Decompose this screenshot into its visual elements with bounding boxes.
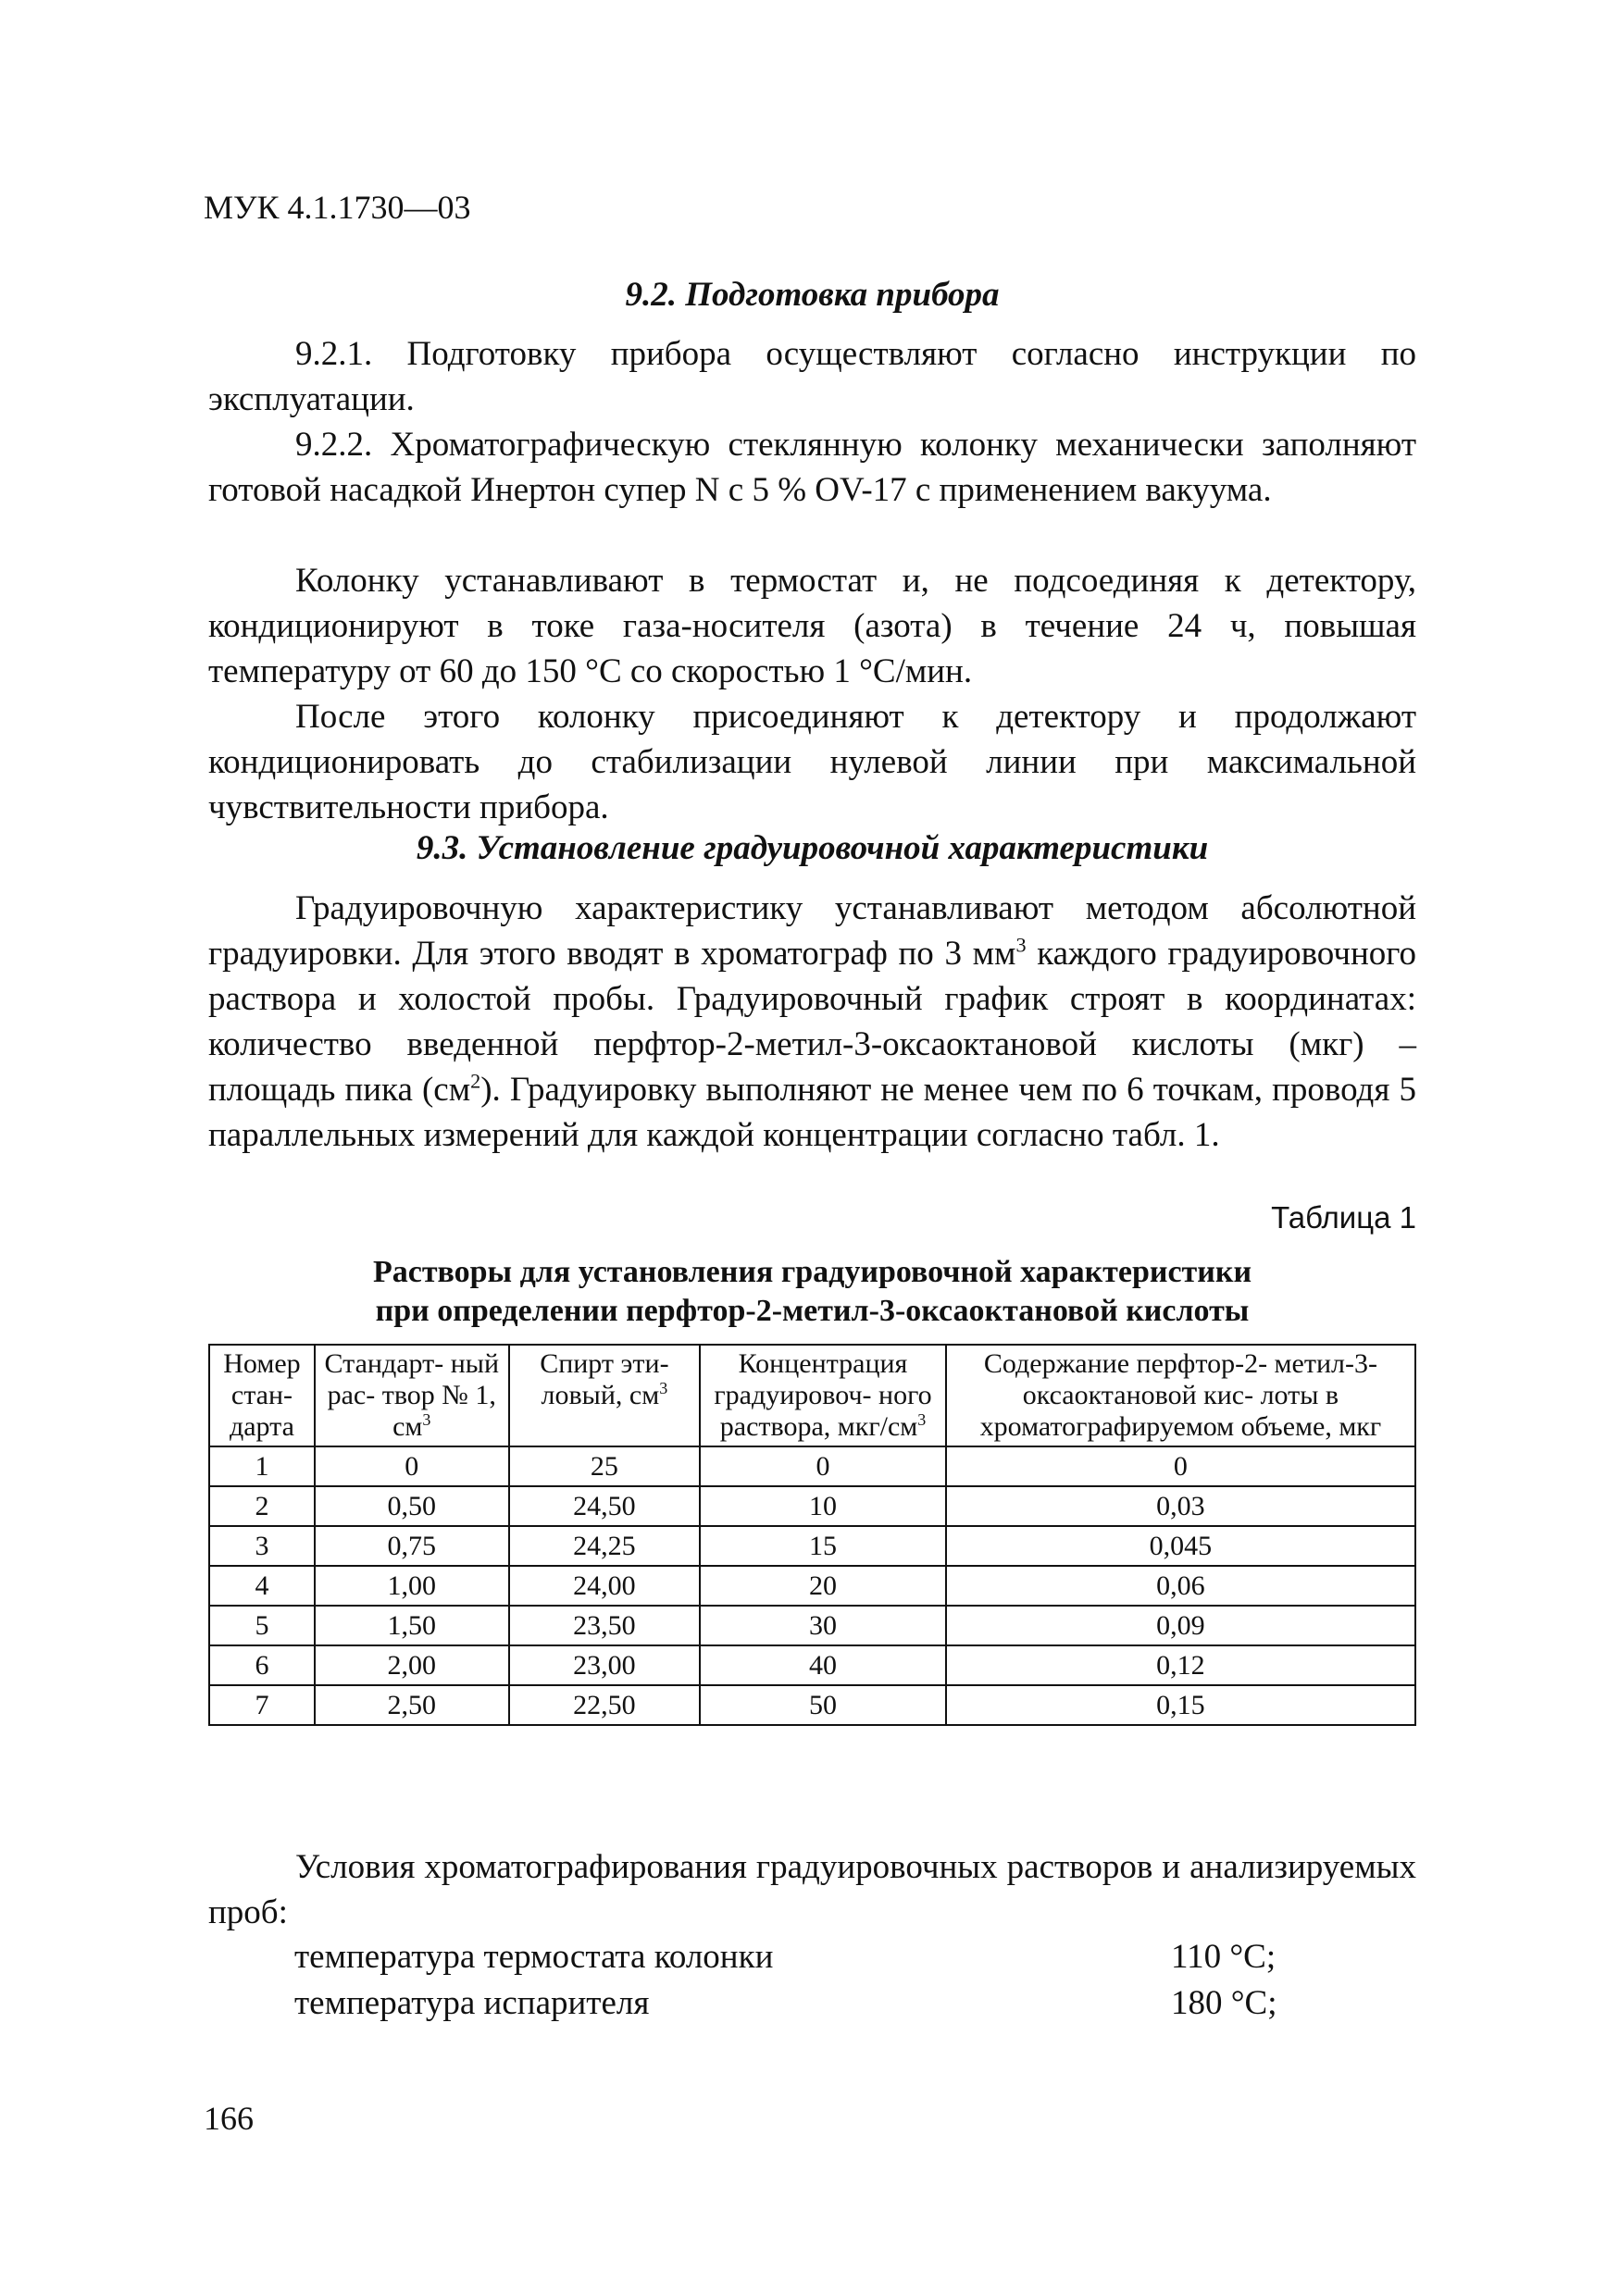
table-label: Таблица 1 [1271, 1200, 1416, 1235]
table-row [209, 1526, 1415, 1566]
condition-row [294, 1980, 1414, 2027]
table-cell: 0,12 [946, 1645, 1415, 1685]
table-cell: 7 [209, 1685, 315, 1725]
header-standard-number: Номер стан- дарта [209, 1345, 315, 1446]
table-cell: 0,09 [946, 1606, 1415, 1645]
paragraph-text: Колонку устанавливают в термостат и, не подсоединяя к детектору, кондиционируют в токе газа-носителя (азота) в течение 24 ч, повышая температуру от 60 до 150 °C со скоростью 1 °С/мин. [208, 562, 1416, 690]
table-cell: 1,00 [315, 1566, 509, 1606]
table-cell: 23,50 [509, 1606, 701, 1645]
document-header: МУК 4.1.1730—03 [204, 189, 471, 226]
table-cell: 10 [700, 1486, 946, 1526]
table-row [209, 1486, 1415, 1526]
table-cell: 2,00 [315, 1645, 509, 1685]
table-cell: 30 [700, 1606, 946, 1645]
paragraph-text: После этого колонку присоединяют к детектору и продолжают кондиционировать до стабилизации нулевой линии при максимальной чувствительности прибора. [208, 698, 1416, 826]
table-cell: 2 [209, 1486, 315, 1526]
table-cell: 24,50 [509, 1486, 701, 1526]
table-cell: 23,00 [509, 1645, 701, 1685]
table-cell: 25 [509, 1446, 701, 1486]
header-content: Содержание перфтор-2- метил-3-оксаоктановой кис- лоты в хроматографируемом объеме, мкг [946, 1345, 1415, 1446]
table-cell: 4 [209, 1566, 315, 1606]
table-title-line-2: при определении перфтор-2-метил-3-оксаоктановой кислоты [375, 1294, 1250, 1328]
table-cell: 24,00 [509, 1566, 701, 1606]
table-cell: 2,50 [315, 1685, 509, 1725]
header-text: Концентрация градуировоч- ного раствора, мкг/см [714, 1348, 932, 1442]
table-row [209, 1645, 1415, 1685]
superscript: 3 [659, 1379, 668, 1397]
table-cell: 1,50 [315, 1606, 509, 1645]
paragraph-conditions-intro [208, 1844, 1416, 1935]
superscript: 3 [917, 1410, 927, 1429]
table-cell: 3 [209, 1526, 315, 1566]
superscript: 3 [1015, 933, 1027, 957]
paragraph-text: Условия хроматографирования градуировочных растворов и анализируемых проб: [208, 1848, 1416, 1931]
superscript: 3 [422, 1410, 431, 1429]
condition-value: 180 °C; [1171, 1984, 1277, 2022]
table-cell: 0 [700, 1446, 946, 1486]
table-cell: 40 [700, 1645, 946, 1685]
paragraph-9-2-1 [208, 331, 1416, 422]
header-text: Спирт эти- ловый, см [540, 1348, 669, 1410]
section-9-2-title: 9.2. Подготовка прибора [625, 276, 1000, 314]
page-number: 166 [204, 2100, 254, 2137]
table-row [209, 1566, 1415, 1606]
table-cell: 0,03 [946, 1486, 1415, 1526]
paragraph-detector [208, 694, 1416, 830]
paragraph-calibration [208, 886, 1416, 1158]
table-cell: 15 [700, 1526, 946, 1566]
table-cell: 1 [209, 1446, 315, 1486]
table-row [209, 1606, 1415, 1645]
header-ethanol [509, 1345, 701, 1446]
table-cell: 0,15 [946, 1685, 1415, 1725]
condition-label: температура испарителя [294, 1984, 650, 2022]
table-cell: 0,045 [946, 1526, 1415, 1566]
table-cell: 6 [209, 1645, 315, 1685]
table-cell: 5 [209, 1606, 315, 1645]
paragraph-text: 9.2.2. Хроматографическую стеклянную колонку механически заполняют готовой насадкой Инертон супер N с 5 % OV-17 с применением вакуума. [208, 426, 1416, 509]
condition-value: 110 °C; [1171, 1938, 1277, 1976]
condition-row [294, 1934, 1414, 1980]
paragraph-text: Градуировочную характеристику устанавливают методом абсолютной градуировки. Для этого вводят в хроматограф по 3 мм [208, 889, 1416, 973]
table-cell: 0,50 [315, 1486, 509, 1526]
table-cell: 0 [946, 1446, 1415, 1486]
table-row [209, 1446, 1415, 1486]
paragraph-column-conditioning [208, 558, 1416, 694]
calibration-table [208, 1344, 1416, 1726]
header-concentration [700, 1345, 946, 1446]
section-9-3-title: 9.3. Установление градуировочной характеристики [416, 829, 1209, 867]
condition-label: температура термостата колонки [294, 1938, 774, 1976]
table-cell: 0,06 [946, 1566, 1415, 1606]
table-cell: 0 [315, 1446, 509, 1486]
paragraph-text: каждого градуировочного раствора и холостой пробы. Градуировочный график строят в координатах: количество введенной перфтор-2-метил-3-оксаоктановой кислоты (мкг) – площадь пика (см [208, 935, 1416, 1109]
table-header-row [209, 1345, 1415, 1446]
superscript: 2 [470, 1069, 481, 1093]
table-row [209, 1685, 1415, 1725]
table-cell: 24,25 [509, 1526, 701, 1566]
table-title-line-1: Растворы для установления градуировочной характеристики [372, 1255, 1252, 1289]
table-cell: 0,75 [315, 1526, 509, 1566]
paragraph-text: ). Градуировку выполняют не менее чем по 6 точкам, проводя 5 параллельных измерений для каждой концентрации согласно табл. 1. [208, 1071, 1416, 1154]
header-text: Стандарт- ный рас- твор № 1, см [324, 1348, 500, 1442]
paragraph-text: 9.2.1. Подготовку прибора осуществляют согласно инструкции по эксплуатации. [208, 335, 1416, 418]
header-standard-solution [315, 1345, 509, 1446]
table-cell: 20 [700, 1566, 946, 1606]
table-cell: 22,50 [509, 1685, 701, 1725]
table-cell: 50 [700, 1685, 946, 1725]
paragraph-9-2-2 [208, 422, 1416, 513]
